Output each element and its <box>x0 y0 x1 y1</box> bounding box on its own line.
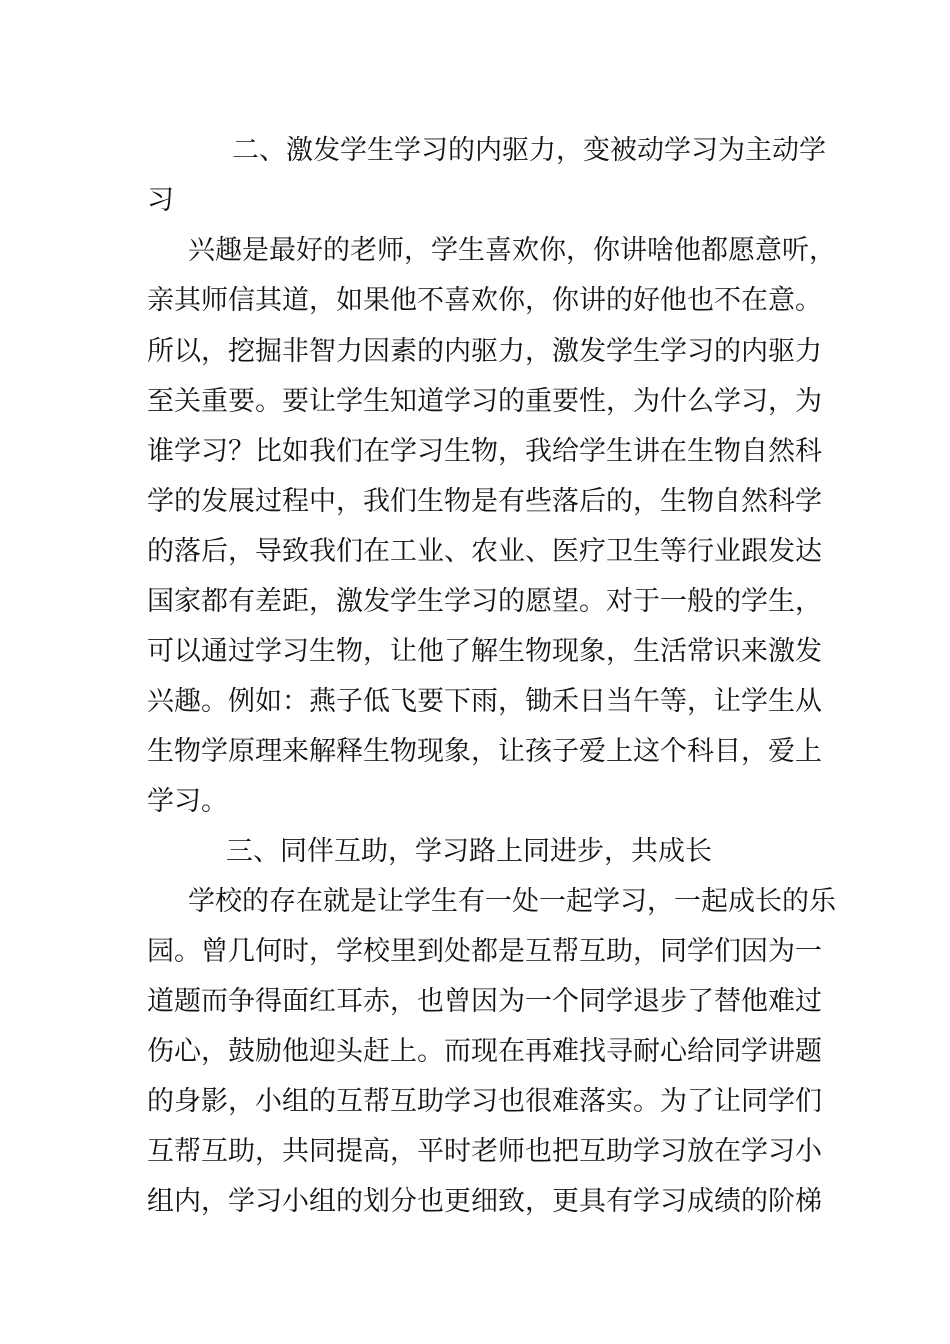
section-3-paragraph-line-1: 学校的存在就是让学生有一处一起学习，一起成长的乐 <box>188 886 836 917</box>
section-3-paragraph-line-7: 组内，学习小组的划分也更细致，更具有学习成绩的阶梯 <box>147 1186 822 1217</box>
section-3-paragraph-line-5: 的身影，小组的互帮互助学习也很难落实。为了让同学们 <box>147 1086 822 1117</box>
section-3-paragraph-line-6: 互帮互助，共同提高，平时老师也把互助学习放在学习小 <box>147 1136 822 1167</box>
section-2-paragraph-line-8: 国家都有差距，激发学生学习的愿望。对于一般的学生， <box>147 586 822 617</box>
section-2-heading-line-2: 习 <box>147 185 174 216</box>
section-2-paragraph-line-7: 的落后，导致我们在工业、农业、医疗卫生等行业跟发达 <box>147 536 822 567</box>
section-2-heading-line-1: 二、激发学生学习的内驱力，变被动学习为主动学 <box>232 135 826 166</box>
section-3-paragraph-line-3: 道题而争得面红耳赤，也曾因为一个同学退步了替他难过 <box>147 986 822 1017</box>
section-2-paragraph-line-1: 兴趣是最好的老师，学生喜欢你，你讲啥他都愿意听， <box>188 235 836 266</box>
section-2-paragraph-line-9: 可以通过学习生物，让他了解生物现象，生活常识来激发 <box>147 636 822 667</box>
section-3-paragraph-line-4: 伤心，鼓励他迎头赶上。而现在再难找寻耐心给同学讲题 <box>147 1036 822 1067</box>
section-2-paragraph-line-10: 兴趣。例如：燕子低飞要下雨，锄禾日当午等，让学生从 <box>147 686 822 717</box>
section-2-paragraph-line-4: 至关重要。要让学生知道学习的重要性，为什么学习，为 <box>147 386 822 417</box>
section-2-paragraph-line-5: 谁学习？比如我们在学习生物，我给学生讲在生物自然科 <box>147 436 822 467</box>
section-2-paragraph-line-6: 学的发展过程中，我们生物是有些落后的，生物自然科学 <box>147 486 822 517</box>
section-3-heading: 三、同伴互助，学习路上同进步，共成长 <box>226 836 712 867</box>
section-2-paragraph-line-12: 学习。 <box>147 786 228 817</box>
section-2-paragraph-line-2: 亲其师信其道，如果他不喜欢你，你讲的好他也不在意。 <box>147 285 822 316</box>
section-2-paragraph-line-3: 所以，挖掘非智力因素的内驱力，激发学生学习的内驱力 <box>147 336 822 367</box>
section-3-paragraph-line-2: 园。曾几何时，学校里到处都是互帮互助，同学们因为一 <box>147 936 822 967</box>
section-2-paragraph-line-11: 生物学原理来解释生物现象，让孩子爱上这个科目，爱上 <box>147 736 822 767</box>
